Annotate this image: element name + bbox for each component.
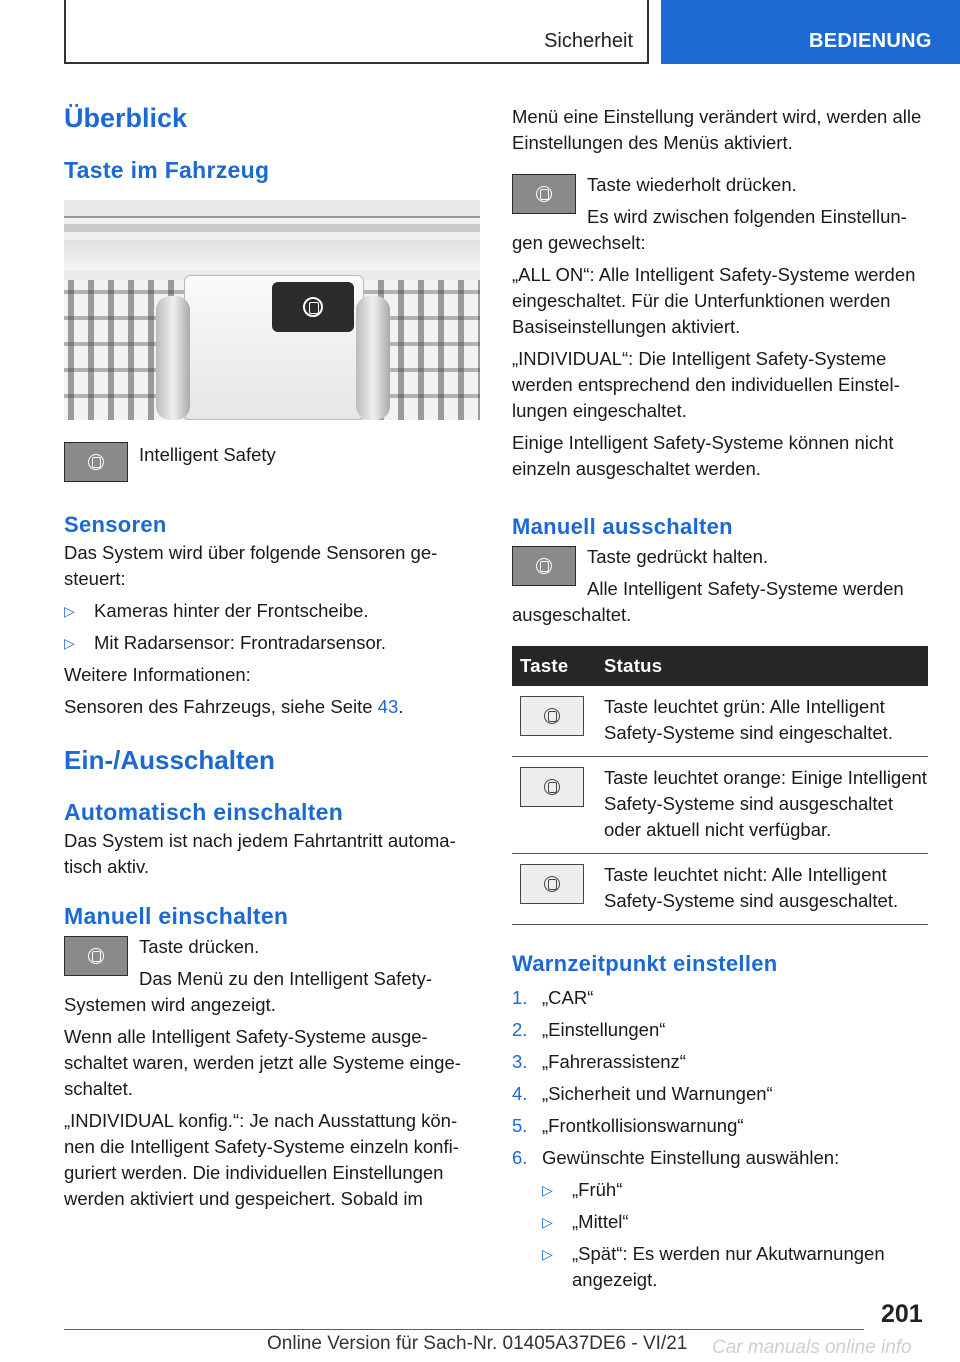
some-systems-text: Einige Intelligent Safety-Systeme können nicht einzeln ausgeschaltet werden. [512,432,894,479]
list-item: 4. „Sicherheit und Warnungen“ [512,1083,773,1104]
status-cell: Taste leuchtet nicht: Alle Intelligent Safety-Systeme sind ausgeschaltet. [596,854,928,925]
photo-safety-button-icon [272,282,354,332]
table-row [512,757,928,854]
list-item: ▷ „Spät“: Es werden nur Akutwarnungen angezeigt. [542,1241,928,1293]
column-header-status: Status [596,646,928,686]
all-off-text: Wenn alle Intelligent Safety-Systeme ausgeschaltet waren, werden jetzt alle Systeme eingeschaltet. [64,1026,461,1099]
icon-caption: Intelligent Safety [139,444,276,465]
intelligent-safety-icon [64,936,128,976]
page-number: 201 [881,1300,923,1328]
see-reference: Sensoren des Fahrzeugs, siehe Seite 43. [64,696,404,717]
watermark: Car manuals online info [712,1337,912,1358]
auto-on-text: Das System ist nach jedem Fahrtantritt automatisch aktiv. [64,830,456,877]
status-table [512,646,928,925]
press-again-instruction: Taste wiederholt drücken. [587,174,797,195]
page-link[interactable]: 43 [377,696,399,717]
header-chapter-tab [661,0,960,64]
icon-legend [64,442,480,482]
switch-text: Es wird zwischen folgenden Einstellungen gewechselt: [512,206,907,253]
list-item: 6. Gewünschte Einstellung auswählen: ▷ „Früh“ ▷ „Mittel“ ▷ „Spät“: Es werden nur Akutwarnungen angezeigt. [512,1145,928,1293]
all-off-result: Alle Intelligent Safety-Systeme werden ausgeschaltet. [512,578,904,625]
heading-manual-off: Manuell ausschalten [512,514,733,539]
options-list [542,1177,928,1293]
vehicle-button-photo [64,200,480,420]
more-info-label: Weitere Informationen: [64,664,251,685]
hold-instruction: Taste gedrückt halten. [587,546,768,567]
press-instruction: Taste drücken. [139,936,260,957]
table-row [512,686,928,757]
continued-text: Menü eine Einstellung verändert wird, werden alle Einstellungen des Menüs aktiviert. [512,106,922,153]
individual-config-text: „INDIVIDUAL konfig.“: Je nach Ausstattung können die Intelligent Safety-Systeme einzeln konfiguriert werden. Die individuellen Einstellungen werden aktiviert und gespeichert. Sobald im [64,1110,459,1209]
list-item: 1. „CAR“ [512,987,594,1008]
all-on-text: „ALL ON“: Alle Intelligent Safety-Systeme werden eingeschaltet. Für die Unterfunktionen werden Basiseinstellungen aktiviert. [512,264,916,337]
intelligent-safety-icon [512,174,576,214]
heading-warning-time: Warnzeitpunkt einstellen [512,951,778,976]
menu-shown-text: Das Menü zu den Intelligent Safety-Systemen wird angezeigt. [64,968,433,1015]
header-section-label: Sicherheit [544,30,633,52]
list-item: ▷ Kameras hinter der Frontscheibe. [64,598,480,624]
manual-on-block [64,934,480,1018]
heading-button-in-vehicle: Taste im Fahrzeug [64,157,270,183]
intelligent-safety-icon [64,442,128,482]
footer-divider [64,1329,864,1330]
header-chapter-label: BEDIENUNG [809,30,932,52]
heading-sensors: Sensoren [64,512,167,537]
manual-off-block [512,544,928,628]
status-cell: Taste leuchtet orange: Einige Intelligent Safety-Systeme sind ausgeschaltet oder aktuell nicht verfügbar. [596,757,928,854]
intelligent-safety-icon [512,546,576,586]
intelligent-safety-icon [520,696,584,736]
list-item: 3. „Fahrerassistenz“ [512,1051,686,1072]
steps-list [512,985,928,1293]
heading-on-off: Ein-/Ausschalten [64,745,275,775]
sensors-intro: Das System wird über folgende Sensoren gesteuert: [64,542,438,589]
heading-overview: Überblick [64,103,188,133]
list-item: ▷ „Mittel“ [542,1209,928,1235]
list-item: 2. „Einstellungen“ [512,1019,666,1040]
individual-text: „INDIVIDUAL“: Die Intelligent Safety-Systeme werden entsprechend den individuellen Einstellungen eingeschaltet. [512,348,900,421]
list-item: 5. „Frontkollisionswarnung“ [512,1115,744,1136]
list-item: ▷ „Früh“ [542,1177,928,1203]
intelligent-safety-icon [520,767,584,807]
intelligent-safety-icon [520,864,584,904]
table-row [512,854,928,925]
left-column [64,100,480,1212]
right-column [512,104,928,1293]
sensors-list [64,598,480,656]
press-again-block [512,172,928,256]
status-cell: Taste leuchtet grün: Alle Intelligent Safety-Systeme sind eingeschaltet. [596,686,928,757]
table-header-row [512,646,928,686]
column-header-key: Taste [512,646,596,686]
heading-auto-on: Automatisch einschalten [64,799,344,825]
header-section-tab [64,0,649,64]
heading-manual-on: Manuell einschalten [64,903,289,929]
footer-version: Online Version für Sach-Nr. 01405A37DE6 - VI/21 [267,1333,688,1354]
list-item: ▷ Mit Radarsensor: Frontradarsensor. [64,630,480,656]
